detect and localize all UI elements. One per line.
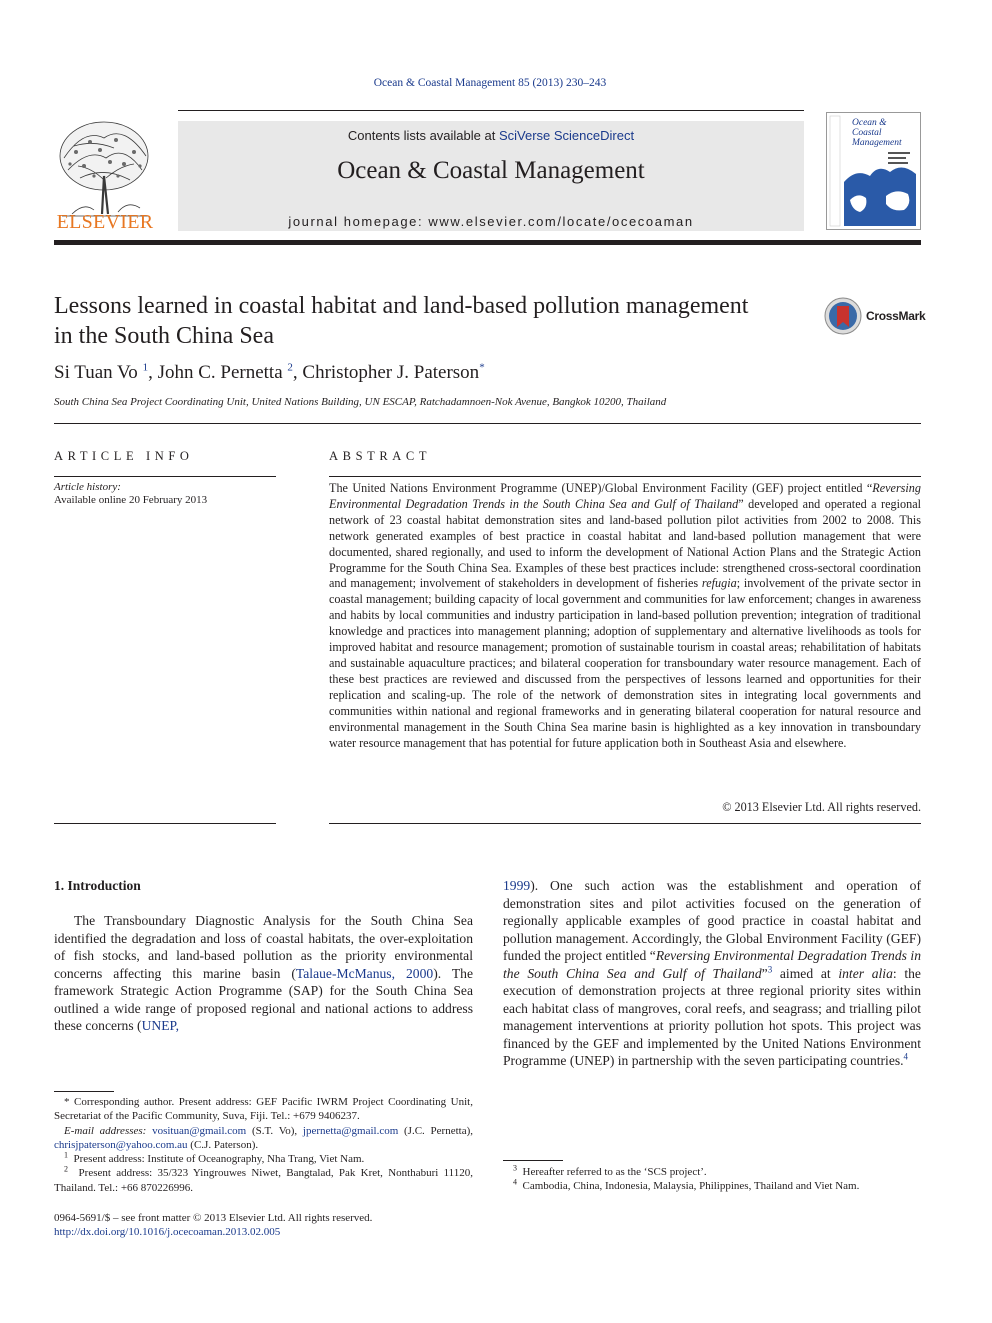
abstract-heading: ABSTRACT (329, 449, 432, 463)
email-owner: (J.C. Pernetta), (398, 1124, 473, 1137)
journal-reference-link[interactable]: Ocean & Coastal Management 85 (2013) 230–243 (373, 77, 607, 89)
footnote-ref[interactable]: 3 (767, 963, 773, 974)
abstract-italic-term: refugia (701, 576, 737, 591)
citation-link[interactable]: UNEP, (141, 1018, 179, 1033)
citation-link[interactable]: Talaue-McManus, 2000 (295, 965, 434, 981)
author-mark[interactable]: 1 (142, 361, 149, 374)
abstract-text (329, 481, 921, 751)
introduction-left-column (54, 912, 473, 1035)
footnote-mark: 3 (513, 1163, 517, 1173)
history-value: Available online 20 February 2013 (54, 494, 208, 506)
abstract-bottom-rule (329, 823, 921, 824)
journal-cover-image (826, 112, 921, 230)
sciencedirect-link[interactable]: SciVerse ScienceDirect (498, 128, 635, 143)
article-title: Lessons learned in coastal habitat and land-based pollution management in the South China Sea (54, 293, 749, 349)
footnote-corresponding: * Corresponding author. Present address: GEF Pacific IWRM Project Coordinating Unit, Secretariat of the Pacific Community, Suva, Fiji. Tel.: +679 9406237. (54, 1096, 473, 1123)
author-name[interactable]: John C. Pernetta (157, 362, 283, 383)
footnote-ref[interactable]: 4 (903, 1051, 909, 1062)
elsevier-wordmark: ELSEVIER (56, 211, 154, 233)
article-info-bottom-rule (54, 823, 276, 824)
footnote-rule (54, 1091, 114, 1092)
author-name[interactable]: Christopher J. Paterson (302, 362, 480, 383)
crossmark-label[interactable]: CrossMark (866, 309, 926, 323)
introduction-heading: 1. Introduction (54, 878, 141, 893)
journal-banner (178, 121, 804, 231)
doi-link[interactable]: http://dx.doi.org/10.1016/j.ocecoaman.2013.02.005 (54, 1226, 281, 1238)
footnote-1 (54, 1152, 473, 1166)
intro-text: The Transboundary Diagnostic Analysis for the South China Sea identified the degradation and loss of coastal habitats, the over-exploitation of fish stocks, and land-based pollution as the priority environmental concerns affecting this marine basin ( (54, 913, 473, 981)
abstract-project-title: Reversing Environmental Degradation Trends in the South China Sea and Gulf of Thailand (329, 481, 921, 511)
article-info-rule (54, 476, 276, 477)
abstract-part: The United Nations Environment Programme (UNEP)/Global Environment Facility (GEF) project entitled “ (329, 481, 873, 495)
footnote-mark: 2 (64, 1164, 68, 1174)
cover-title: Ocean & Coastal Management (852, 118, 902, 148)
email-link[interactable]: jpernetta@gmail.com (302, 1124, 399, 1137)
history-label: Article history: (54, 481, 121, 493)
email-owner: (C.J. Paterson). (187, 1138, 259, 1151)
footnotes-left (54, 1095, 473, 1195)
journal-title: Ocean & Coastal Management (337, 157, 645, 184)
footnote-text: Present address: Institute of Oceanography, Nha Trang, Viet Nam. (73, 1153, 365, 1166)
intro-text: ). The framework Strategic Action Programme (SAP) for the South China Sea outlined a wide range of proposed regional and national actions to address these concerns ( (54, 965, 473, 1033)
email-owner: (S.T. Vo), (246, 1124, 303, 1137)
footnote-4 (503, 1179, 921, 1193)
footnotes-right (503, 1165, 921, 1194)
email-label: E-mail addresses: (64, 1124, 147, 1137)
intro-text: ” (761, 965, 768, 981)
article-info-heading: ARTICLE INFO (54, 449, 194, 463)
affiliation: South China Sea Project Coordinating Unit, United Nations Building, UN ESCAP, Ratchadamnoen-Nok Avenue, Bangkok 10200, Thailand (54, 396, 667, 408)
journal-homepage-link[interactable]: journal homepage: www.elsevier.com/locate/ocecoaman (288, 214, 694, 229)
header-thick-rule (54, 240, 921, 245)
issn-line: 0964-5691/$ – see front matter © 2013 Elsevier Ltd. All rights reserved. (54, 1212, 373, 1224)
title-rule (54, 423, 921, 424)
citation-link[interactable]: 1999 (503, 878, 531, 893)
author-name[interactable]: Si Tuan Vo (54, 362, 138, 383)
footnote-text: Hereafter referred to as the ‘SCS project’. (522, 1166, 707, 1178)
footnote-3 (503, 1165, 921, 1179)
abstract-rule (329, 476, 921, 477)
footnote-text: Cambodia, China, Indonesia, Malaysia, Philippines, Thailand and Viet Nam. (522, 1180, 860, 1193)
footnote-emails (54, 1124, 473, 1153)
crossmark-icon (824, 296, 864, 336)
abstract-copyright: © 2013 Elsevier Ltd. All rights reserved. (722, 800, 921, 814)
introduction-right-column (503, 877, 921, 1070)
elsevier-logo (54, 118, 156, 234)
contents-line (178, 128, 804, 143)
intro-text: : the execution of demonstration projects at three regional priority sites within each habitat class of mangroves, coral reefs, and seagrass; and trialling pilot management interventions at priority pollution hot spots. This project was financed by the GEF and implemented by the United Nations Environment Programme (UNEP) in partnership with the seven participating countries. (503, 965, 921, 1068)
abstract-part: ” developed and operated a regional network of 23 coastal habitat demonstration sites and land-based pollution pilot activities from 2002 to 2008. This network generated examples of best practice in coastal habitat and land-based pollution management that were documented, shared regionally, and used to inform the development of National Action Plans and the Strategic Action Programme for the South China Sea. Examples of these best practices include: strengthened cross-sectoral coordination and management; involvement of stakeholders in development of fisheries (329, 496, 921, 591)
footnote-text: Present address: 35/323 Yingrouwes Niwet, Bangtalad, Pak Kret, Nonthaburi 11120, Thailand. Tel.: +66 870226996. (54, 1167, 473, 1194)
contents-prefix: Contents lists available at (347, 128, 499, 143)
author-mark[interactable]: * (479, 361, 485, 374)
intro-italic-term: inter alia (838, 965, 893, 981)
footnote-mark: 1 (64, 1150, 68, 1160)
intro-project-title: Reversing Environmental Degradation Trends in the South China Sea and Gulf of Thailand (503, 948, 921, 981)
header-rule (178, 110, 804, 111)
intro-text: ). One such action was the establishment and operation of demonstration sites and pilot activities focused on the generation of regionally applicable examples of good practice in coastal habitat and pollution management. Accordingly, the Global Environment Facility (GEF) funded the project entitled “ (503, 878, 921, 963)
footnote-rule (503, 1160, 563, 1161)
author-mark[interactable]: 2 (287, 361, 293, 374)
abstract-part: ; involvement of the private sector in coastal management; building capacity of local government and communities for law enforcement; changes in awareness and habits by local communities and industry participation in land-based pollution prevention; integration of traditional knowledge and practices into management planning; adoption of supplementary and alternative livelihoods as tools for improved habitat and resource management; promotion of sustainable tourism in coastal areas; rehabilitation of habitats and sustainable aquaculture practices; and bilateral cooperation for transboundary water resource management. Each of these best practices are reviewed and discussed from the perspectives of lessons learned and opportunities for their replication and scaling-up. The role of the network of demonstration sites in integrating local governments and communities within national and regional frameworks and in generating bilateral cooperation for natural resource and environmental management in the South China Sea marine basin is highlighted as a key innovation in transboundary water resource management that has potential for future application both in Southeast Asia and elsewhere. (329, 576, 921, 750)
intro-text: aimed at (772, 965, 839, 981)
footnote-2 (54, 1166, 473, 1195)
footnote-mark: 4 (513, 1177, 517, 1187)
email-link[interactable]: chrisjpaterson@yahoo.com.au (54, 1138, 188, 1151)
email-link[interactable]: vosituan@gmail.com (152, 1124, 247, 1137)
author-list: Si Tuan Vo $^1$, John C. Pernetta $^2$, Christopher J. Paterson* (54, 361, 485, 383)
